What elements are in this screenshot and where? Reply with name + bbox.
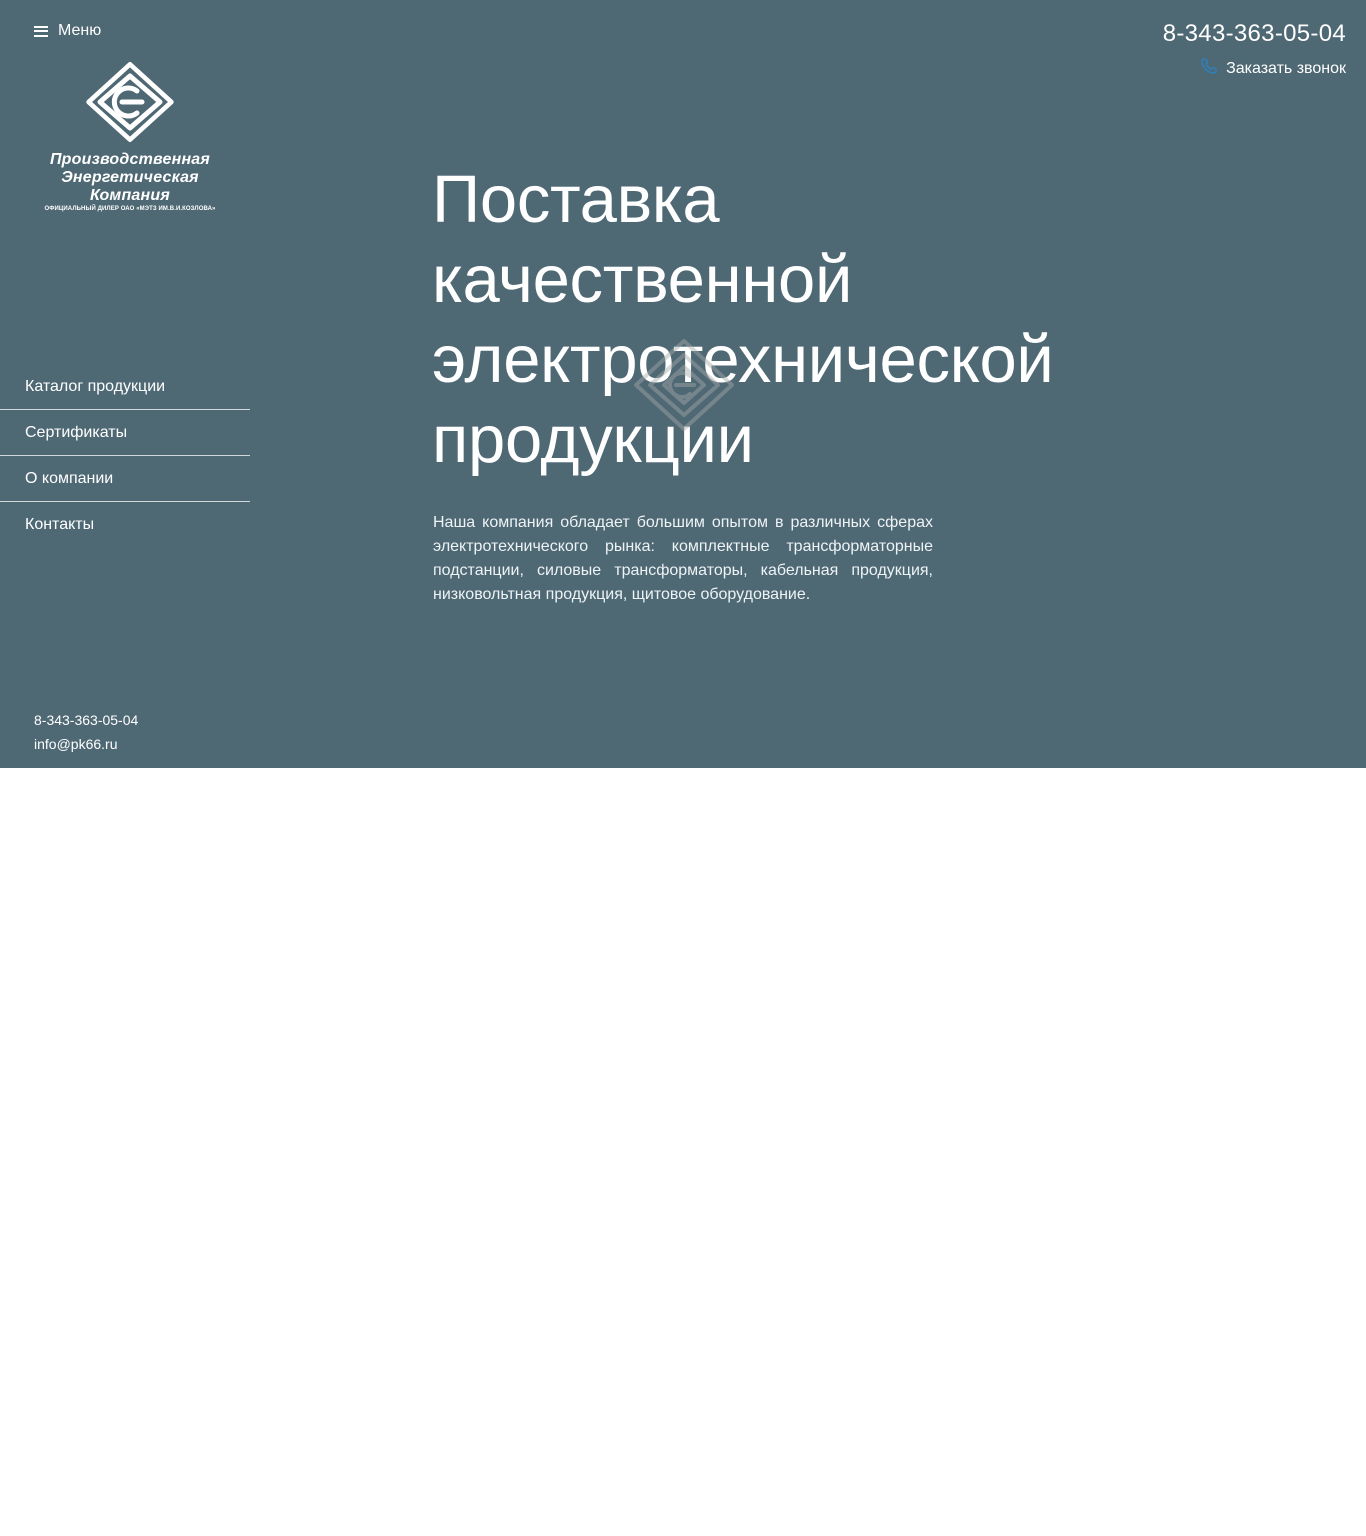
hero-description: Наша компания обладает большим опытом в различных сферах электротехнического рынка: комплектные трансформаторные подстанции, силовые трансформаторы, кабельная продукция, низковольтная продукция, щитовое оборудование.: [433, 514, 933, 603]
callback-button[interactable]: [1200, 57, 1346, 80]
menu-toggle-button[interactable]: [34, 20, 101, 42]
hamburger-icon: [34, 26, 48, 37]
hero-title-line: качественной: [432, 242, 853, 317]
logo-text-line: Компания: [90, 187, 170, 204]
sidebar-email-link[interactable]: info@pk66.ru: [34, 736, 118, 752]
menu-label: Меню: [58, 22, 102, 39]
hero-title-line: Поставка: [432, 162, 720, 237]
logo-subline: ОФИЦИАЛЬНЫЙ ДИЛЕР ОАО «МЭТЗ ИМ.В.И.КОЗЛОВА»: [44, 206, 216, 212]
sidebar-item-about[interactable]: О компании: [0, 456, 250, 502]
hero-title-line: продукции: [432, 402, 754, 477]
sidebar-item-certificates[interactable]: Сертификаты: [0, 410, 250, 456]
callback-label: Заказать звонок: [1226, 59, 1346, 77]
header-phone-link[interactable]: 8-343-363-05-04: [1162, 20, 1346, 47]
company-logo[interactable]: [30, 58, 230, 218]
sidebar-item-catalog[interactable]: Каталог продукции: [0, 364, 250, 410]
logo-text-line: Энергетическая: [61, 169, 199, 186]
sidebar-nav: [0, 364, 250, 548]
hero-title: [432, 160, 1072, 480]
hero-title-line: электротехнической: [432, 322, 1054, 397]
phone-handset-icon: [1200, 57, 1218, 80]
sidebar-item-contacts[interactable]: Контакты: [25, 516, 95, 533]
diamond-e-logo-icon: [82, 58, 178, 146]
logo-text-line: Производственная: [49, 151, 211, 168]
sidebar-phone-link[interactable]: 8-343-363-05-04: [34, 712, 139, 728]
sidebar-contacts: [34, 708, 138, 756]
